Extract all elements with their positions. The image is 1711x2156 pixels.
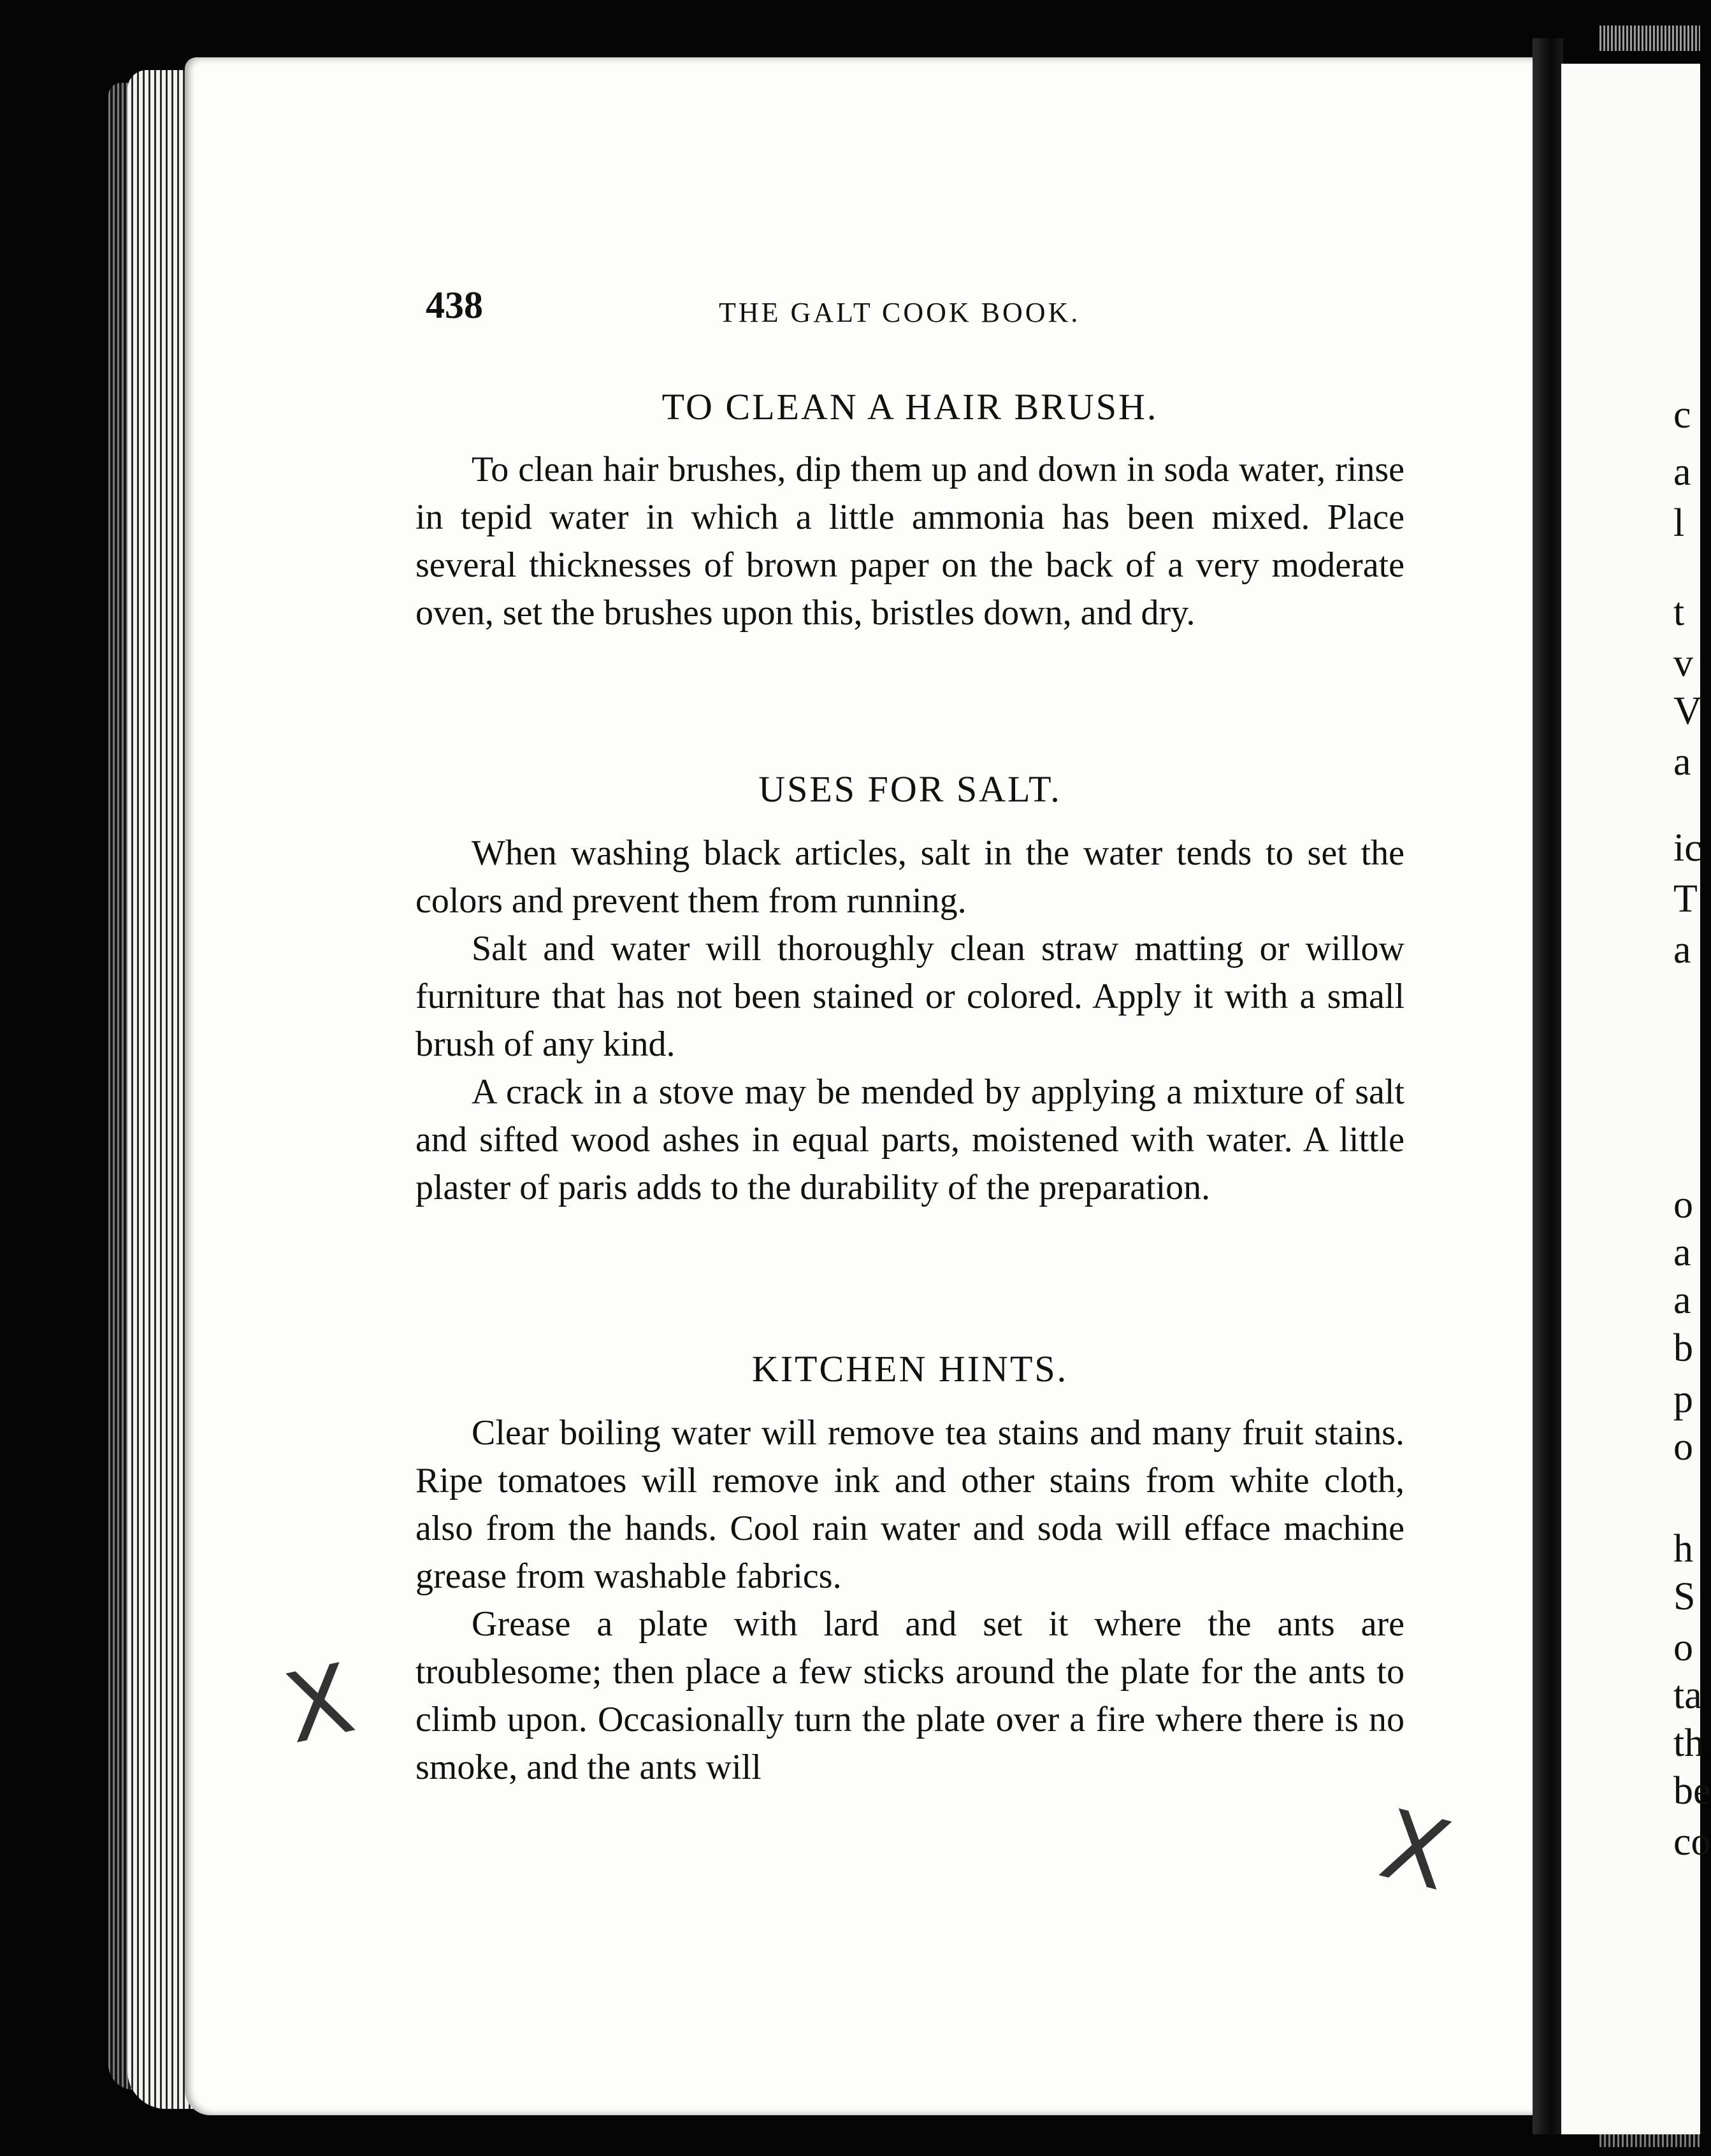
pencil-mark-right: X	[1370, 1789, 1461, 1913]
facing-fragment: a	[1673, 740, 1691, 784]
facing-fragment: S	[1673, 1575, 1696, 1618]
facing-fragment: a	[1673, 928, 1691, 972]
facing-fragment: o	[1673, 1425, 1693, 1469]
section-paragraph: To clean hair brushes, dip them up and down in soda water, rinse in tepid water in which a little ammonia has been mixed. Place several thicknesses of brown paper on the back of a very moderate oven, set the brushes upon this, bristles down, and dry.	[415, 450, 1404, 633]
facing-fragment: be	[1673, 1769, 1711, 1813]
section-uses-for-salt	[415, 768, 1404, 1212]
book-gutter	[1533, 38, 1563, 2134]
page-number: 438	[426, 284, 483, 326]
facing-fragment: ic	[1673, 826, 1702, 870]
facing-fragment: c	[1673, 393, 1691, 436]
section-paragraph: Grease a plate with lard and set it where the ants are troublesome; then place a few sticks around the plate for the ants to climb upon. Occasionally turn the plate over a fire where there is no smoke, and the ants will	[415, 1604, 1404, 1787]
section-heading: TO CLEAN A HAIR BRUSH.	[661, 386, 1159, 428]
facing-fragment: a	[1673, 450, 1691, 494]
facing-fragment: a	[1673, 1231, 1691, 1274]
section-paragraph: A crack in a stove may be mended by applying a mixture of salt and sifted wood ashes in equal parts, moistened with water. A little plaster of paris adds to the durability of the preparation.	[415, 1072, 1404, 1207]
section-heading: KITCHEN HINTS.	[751, 1348, 1069, 1390]
section-paragraph: Clear boiling water will remove tea stains and many fruit stains. Ripe tomatoes will remove ink and other stains from white cloth, also from the hands. Cool rain water and soda will efface machine grease from washable fabrics.	[415, 1413, 1404, 1596]
section-paragraph: Salt and water will thoroughly clean straw matting or willow furniture that has not been stained or colored. Apply it with a small brush of any kind.	[415, 929, 1404, 1064]
facing-fragment: ta	[1673, 1674, 1702, 1717]
section-paragraph: When washing black articles, salt in the water tends to set the colors and prevent them from running.	[415, 833, 1404, 921]
facing-fragment: a	[1673, 1279, 1691, 1322]
facing-fragment: o	[1673, 1183, 1693, 1226]
facing-fragment: V	[1673, 689, 1702, 733]
running-title: THE GALT COOK BOOK.	[719, 297, 1081, 328]
facing-fragment: p	[1673, 1377, 1693, 1421]
section-hair-brush	[415, 385, 1404, 637]
facing-fragment: l	[1673, 501, 1685, 545]
facing-fragment: o	[1673, 1626, 1693, 1669]
facing-fragment: v	[1673, 642, 1693, 685]
facing-fragment: th	[1673, 1721, 1705, 1765]
facing-fragment: t	[1673, 591, 1685, 634]
scan-noise-top	[1599, 25, 1700, 51]
facing-fragment: b	[1673, 1326, 1693, 1370]
facing-fragment: T	[1673, 877, 1698, 921]
pencil-mark-left: X	[276, 1643, 363, 1765]
right-page-sliver	[1561, 64, 1711, 2134]
facing-fragment: co	[1673, 1820, 1711, 1864]
section-kitchen-hints	[415, 1348, 1404, 1792]
section-heading: USES FOR SALT.	[758, 768, 1062, 810]
facing-fragment: h	[1673, 1527, 1693, 1570]
